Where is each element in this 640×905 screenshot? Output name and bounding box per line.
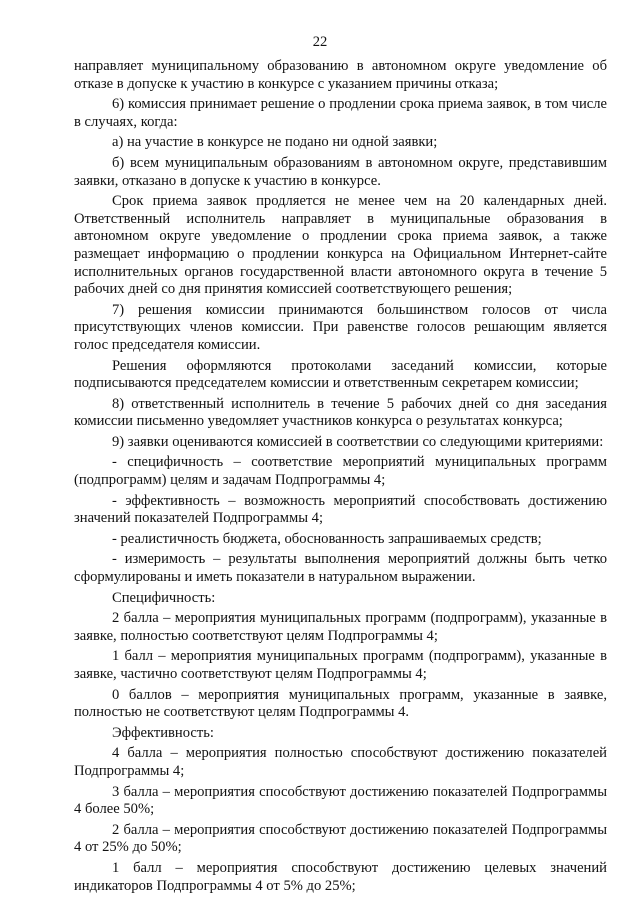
paragraph: б) всем муниципальным образованиям в автономном округе, представившим заявки, отказано в допуске к участию в конкурсе. — [74, 154, 607, 189]
paragraph: Срок приема заявок продляется не менее чем на 20 календарных дней. Ответственный исполнитель направляет в муниципальные образования в автономном округе уведомление о продлении срока приема заявок, а также размещает информацию о продлении конкурса на Официальном Интернет-сайте исполнительных органов государственной власти автономного округа в течение 5 рабочих дней со дня принятия комиссией соответствующего решения; — [74, 193, 607, 298]
paragraph: Эффективность: — [112, 724, 214, 741]
paragraph: - специфичность – соответствие мероприятий муниципальных программ (подпрограмм) целям и задачам Подпрограммы 4; — [74, 454, 607, 489]
paragraph: 2 балла – мероприятия способствуют достижению показателей Подпрограммы 4 от 25% до 50%; — [74, 821, 607, 856]
paragraph: - эффективность – возможность мероприятий способствовать достижению значений показателей Подпрограммы 4; — [74, 492, 607, 527]
paragraph: - измеримость – результаты выполнения мероприятий должны быть четко сформулированы и иметь показатели в натуральном выражении. — [74, 551, 607, 586]
paragraph: Решения оформляются протоколами заседаний комиссии, которые подписываются председателем комиссии и ответственным секретарем комиссии; — [74, 357, 607, 392]
page-number: 22 — [312, 34, 328, 50]
paragraph: направляет муниципальному образованию в автономном округе уведомление об отказе в допуске к участию в конкурсе с указанием причины отказа; — [74, 58, 607, 92]
paragraph: 8) ответственный исполнитель в течение 5 рабочих дней со дня заседания комиссии письменно уведомляет участников конкурса о результатах конкурса; — [74, 395, 607, 430]
paragraph: 1 балл – мероприятия муниципальных программ (подпрограмм), указанные в заявке, частично соответствуют целям Подпрограммы 4; — [74, 648, 607, 682]
paragraph: 3 балла – мероприятия способствуют достижению показателей Подпрограммы 4 более 50%; — [74, 783, 607, 818]
paragraph: - реалистичность бюджета, обоснованность запрашиваемых средств; — [112, 530, 542, 547]
paragraph: 2 балла – мероприятия муниципальных программ (подпрограмм), указанные в заявке, полностью соответствуют целям Подпрограммы 4; — [74, 610, 607, 644]
paragraph: 6) комиссия принимает решение о продлении срока приема заявок, в том числе в случаях, когда: — [74, 96, 607, 130]
paragraph: 7) решения комиссии принимаются большинством голосов от числа присутствующих членов комиссии. При равенстве голосов решающим является голос председателя комиссии. — [74, 301, 607, 353]
paragraph: Специфичность: — [112, 589, 216, 606]
paragraph: 0 баллов – мероприятия муниципальных программ, указанные в заявке, полностью не соответствуют целям Подпрограммы 4. — [74, 686, 607, 721]
paragraph: 4 балла – мероприятия полностью способствуют достижению показателей Подпрограммы 4; — [74, 745, 607, 779]
paragraph: 1 балл – мероприятия способствуют достижению целевых значений индикаторов Подпрограммы 4 от 5% до 25%; — [74, 859, 607, 894]
paragraph: а) на участие в конкурсе не подано ни одной заявки; — [112, 134, 438, 151]
document-body — [74, 58, 607, 898]
paragraph: 9) заявки оцениваются комиссией в соответствии со следующими критериями: — [112, 433, 604, 450]
